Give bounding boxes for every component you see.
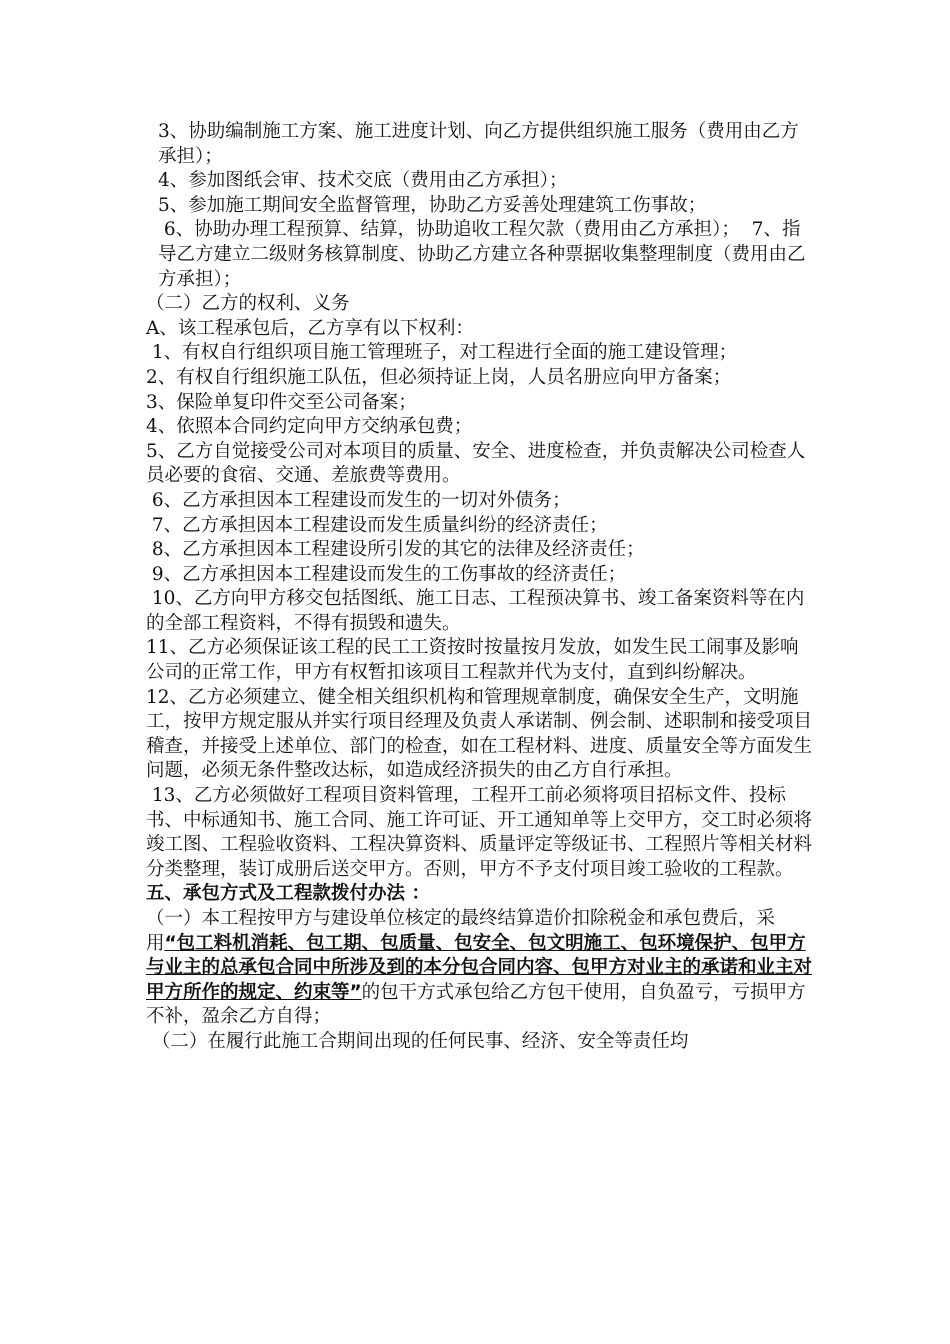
paragraph: 4、依照本合同约定向甲方交纳承包费； [146, 416, 473, 438]
paragraph: 6、协助办理工程预算、结算，协助追收工程欠款（费用由乙方承担）； 7、指导乙方建立二级财务核算制度、协助乙方建立各种票据收集整理制度（费用由乙方承担）； [158, 219, 806, 290]
clause-1 [146, 907, 814, 1030]
clause-1-before: （一）本工程按甲方与建设单位核定的最终结算造价扣除税金和承包费后，采用 [146, 908, 776, 954]
paragraph: 4、参加图纸会审、技术交底（费用由乙方承担）； [158, 170, 568, 192]
clause-1-emphasis: “包工料机消耗、包工期、包质量、包安全、包文明施工、包环境保护、包甲方与业主的总承包合同中所涉及到的本分包合同内容、包甲方对业主的承诺和业主对甲方所作的规定、约束等” [146, 932, 813, 1003]
clause-1-after: 的包干方式承包给乙方包干使用，自负盈亏，亏损甲方不补，盈余乙方自得； [146, 981, 806, 1028]
paragraph: 5、参加施工期间安全监督管理，协助乙方妥善处理建筑工伤事故； [158, 194, 707, 216]
paragraph-list [146, 120, 814, 882]
paragraph: 2、有权自行组织施工队伍，但必须持证上岗，人员名册应向甲方备案； [146, 366, 732, 388]
paragraph: 11、乙方必须保证该工程的民工工资按时按量按月发放，如发生民工闹事及影响公司的正常工作，甲方有权暂扣该项目工程款并代为支付，直到纠纷解决。 [146, 637, 799, 684]
paragraph: 13、乙方必须做好工程项目资料管理，工程开工前必须将项目招标文件、投标书、中标通知书、施工合同、施工许可证、开工通知单等上交甲方，交工时必须将竣工图、工程验收资料、工程决算资料、质量评定等级证书、工程照片等相关材料分类整理，装订成册后送交甲方。否则，甲方不予支付项目竣工验收的工程款。 [146, 785, 813, 880]
paragraph: 7、乙方承担因本工程建设而发生质量纠纷的经济责任； [146, 514, 608, 536]
paragraph: 5、乙方自觉接受公司对本项目的质量、安全、进度检查，并负责解决公司检查人员必要的食宿、交通、差旅费等费用。 [146, 440, 806, 487]
paragraph: （二）乙方的权利、义务 [146, 293, 350, 315]
paragraph: 12、乙方必须建立、健全相关组织机构和管理规章制度，确保安全生产，文明施工，按甲方规定服从并实行项目经理及负责人承诺制、例会制、述职制和接受项目稽查，并接受上述单位、部门的检查，如在工程材料、进度、质量安全等方面发生问题，必须无条件整改达标，如造成经济损失的由乙方自行承担。 [146, 686, 813, 782]
paragraph: 10、乙方向甲方移交包括图纸、施工日志、工程预决算书、竣工备案资料等在内的全部工程资料，不得有损毁和遗失。 [146, 588, 805, 634]
paragraph: A、该工程承包后，乙方享有以下权利： [146, 317, 474, 339]
paragraph: 3、保险单复印件交至公司备案； [146, 391, 417, 413]
paragraph: 6、乙方承担因本工程建设而发生的一切对外债务； [146, 489, 571, 511]
paragraph: 8、乙方承担因本工程建设所引发的其它的法律及经济责任； [146, 539, 645, 561]
paragraph: 1、有权自行组织项目施工管理班子，对工程进行全面的施工建设管理； [146, 342, 738, 364]
paragraph: 9、乙方承担因本工程建设而发生的工伤事故的经济责任； [146, 563, 627, 585]
paragraph: 3、协助编制施工方案、施工进度计划、向乙方提供组织施工服务（费用由乙方承担）； [158, 121, 799, 167]
section-heading: 五、承包方式及工程款拨付办法 ： [146, 883, 430, 905]
document-page [146, 120, 814, 1055]
clause-2: （二）在履行此施工合期间出现的任何民事、经济、安全等责任均 [146, 1030, 689, 1052]
